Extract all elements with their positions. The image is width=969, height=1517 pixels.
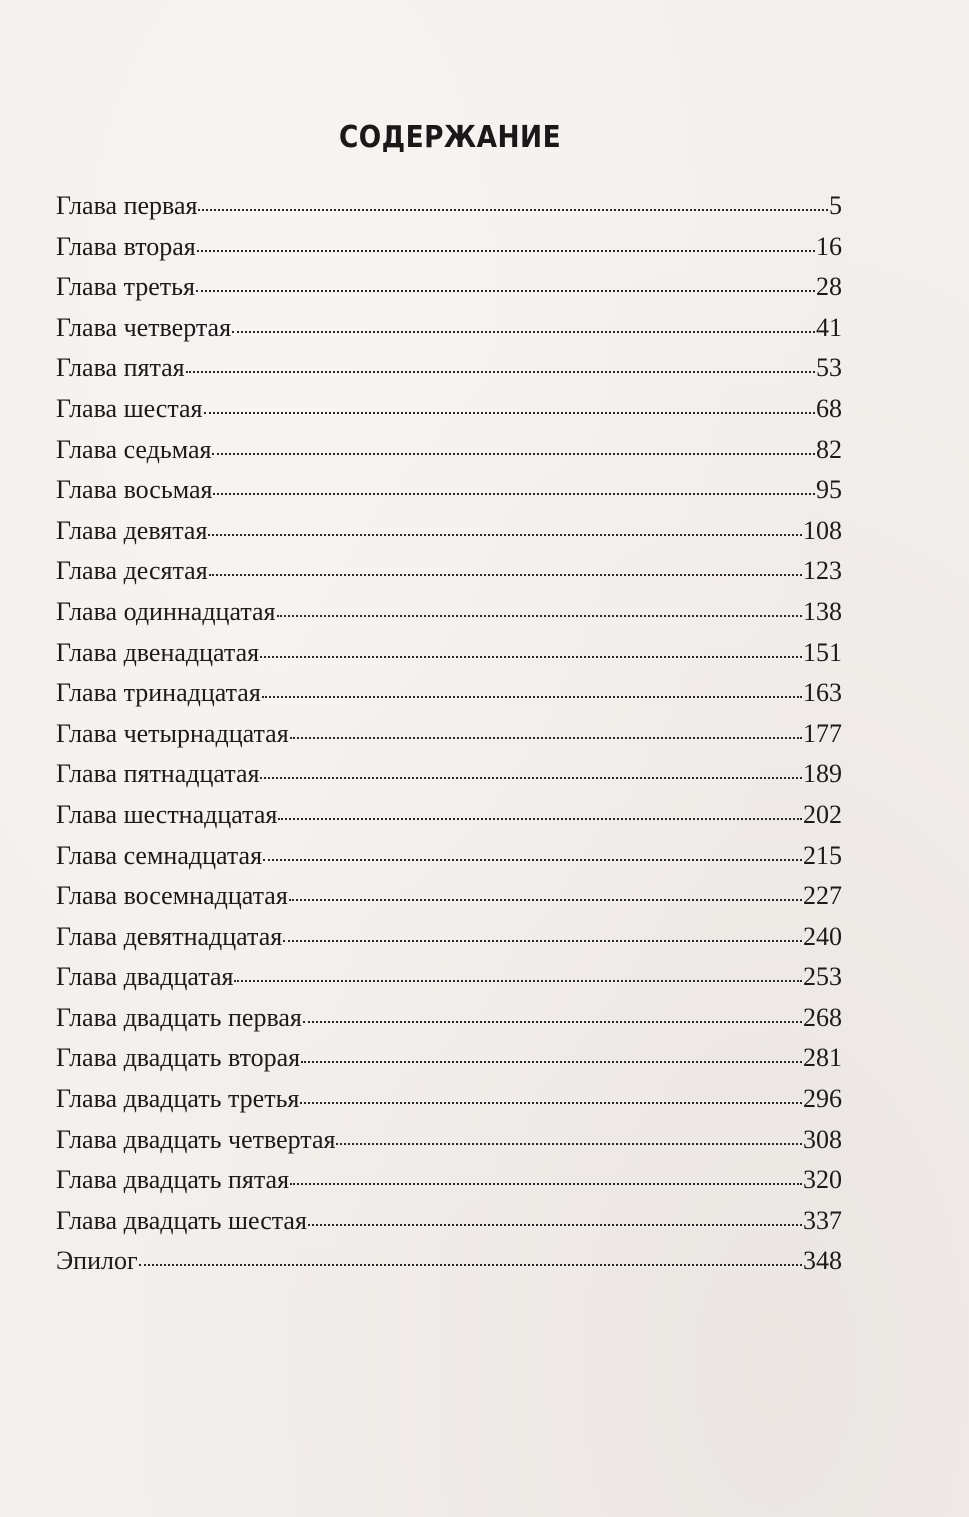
toc-entry-page-number: 123 — [803, 556, 842, 586]
toc-entry — [56, 551, 842, 592]
toc-entry — [56, 511, 842, 552]
toc-entry-label: Глава восьмая — [56, 475, 213, 505]
toc-entry — [56, 957, 842, 998]
toc-entry-page-number: 151 — [803, 637, 842, 667]
toc-entry — [56, 1201, 842, 1242]
toc-entry-page-number: 82 — [816, 434, 842, 464]
toc-entry-label: Глава одиннадцатая — [56, 596, 276, 626]
toc-entry-page-number: 28 — [816, 272, 842, 302]
toc-dot-leader — [198, 209, 828, 211]
toc-entry-page-number: 177 — [803, 718, 842, 748]
toc-entry — [56, 795, 842, 836]
toc-entry-label: Глава девятнадцатая — [56, 921, 283, 951]
toc-entry-page-number: 320 — [803, 1165, 842, 1195]
toc-dot-leader — [303, 1021, 802, 1023]
toc-entry-page-number: 308 — [803, 1124, 842, 1154]
toc-entry — [56, 876, 842, 917]
table-of-contents — [56, 186, 842, 1282]
toc-entry — [56, 633, 842, 674]
toc-entry-label: Глава десятая — [56, 556, 208, 586]
toc-entry-label: Глава тринадцатая — [56, 678, 261, 708]
toc-entry — [56, 348, 842, 389]
toc-dot-leader — [290, 1183, 802, 1185]
toc-entry-page-number: 215 — [803, 840, 842, 870]
toc-entry-page-number: 296 — [803, 1084, 842, 1114]
toc-entry-page-number: 16 — [816, 231, 842, 261]
toc-entry-page-number: 53 — [816, 353, 842, 383]
toc-entry-page-number: 240 — [803, 921, 842, 951]
toc-entry-label: Глава семнадцатая — [56, 840, 263, 870]
toc-entry-label: Глава седьмая — [56, 434, 212, 464]
toc-entry-label: Глава двенадцатая — [56, 637, 260, 667]
toc-entry-label: Глава девятая — [56, 515, 208, 545]
toc-dot-leader — [212, 453, 815, 455]
toc-entry-label: Глава четырнадцатая — [56, 718, 289, 748]
toc-entry-page-number: 95 — [816, 475, 842, 505]
toc-dot-leader — [301, 1061, 802, 1063]
toc-dot-leader — [204, 412, 816, 414]
toc-entry — [56, 1120, 842, 1161]
toc-entry-page-number: 227 — [803, 881, 842, 911]
toc-dot-leader — [213, 493, 815, 495]
toc-entry — [56, 836, 842, 877]
toc-entry-label: Глава первая — [56, 191, 198, 220]
toc-entry — [56, 470, 842, 511]
toc-entry-label: Глава третья — [56, 272, 195, 302]
toc-dot-leader — [234, 980, 802, 982]
toc-dot-leader — [139, 1264, 802, 1266]
toc-dot-leader — [278, 818, 802, 820]
toc-entry-page-number: 108 — [803, 515, 842, 545]
toc-entry — [56, 917, 842, 958]
toc-entry-label: Глава вторая — [56, 231, 196, 261]
toc-dot-leader — [208, 534, 802, 536]
toc-entry — [56, 1079, 842, 1120]
toc-dot-leader — [186, 371, 815, 373]
toc-dot-leader — [263, 859, 802, 861]
toc-entry-label: Глава двадцать вторая — [56, 1043, 301, 1073]
toc-dot-leader — [260, 777, 802, 779]
toc-dot-leader — [232, 331, 815, 333]
toc-entry — [56, 186, 842, 227]
toc-dot-leader — [209, 574, 802, 576]
toc-entry — [56, 227, 842, 268]
toc-entry — [56, 592, 842, 633]
toc-entry — [56, 1160, 842, 1201]
toc-entry-label: Глава двадцать шестая — [56, 1205, 307, 1235]
toc-entry — [56, 308, 842, 349]
toc-entry-label: Глава двадцать четвертая — [56, 1124, 336, 1154]
toc-entry-label: Глава пятая — [56, 353, 185, 383]
toc-dot-leader — [262, 696, 802, 698]
toc-entry-page-number: 41 — [816, 312, 842, 342]
toc-dot-leader — [197, 250, 815, 252]
toc-entry — [56, 998, 842, 1039]
toc-entry-label: Эпилог — [56, 1246, 138, 1276]
toc-entry — [56, 430, 842, 471]
toc-entry — [56, 754, 842, 795]
toc-entry-page-number: 5 — [829, 191, 842, 220]
toc-entry-page-number: 281 — [803, 1043, 842, 1073]
toc-entry-label: Глава двадцать третья — [56, 1084, 300, 1114]
toc-entry — [56, 267, 842, 308]
toc-entry-page-number: 68 — [816, 393, 842, 423]
toc-entry-label: Глава двадцать пятая — [56, 1165, 290, 1195]
toc-entry-label: Глава шестнадцатая — [56, 799, 278, 829]
toc-entry-label: Глава четвертая — [56, 312, 232, 342]
toc-entry-page-number: 189 — [803, 759, 842, 789]
toc-entry — [56, 1241, 842, 1282]
toc-entry-label: Глава восемнадцатая — [56, 881, 288, 911]
toc-entry-label: Глава двадцатая — [56, 962, 234, 992]
toc-dot-leader — [308, 1224, 802, 1226]
toc-entry — [56, 673, 842, 714]
toc-dot-leader — [260, 656, 802, 658]
toc-dot-leader — [277, 615, 802, 617]
toc-entry-page-number: 163 — [803, 678, 842, 708]
toc-entry-page-number: 253 — [803, 962, 842, 992]
toc-dot-leader — [336, 1143, 802, 1145]
toc-entry-label: Глава шестая — [56, 393, 203, 423]
toc-dot-leader — [300, 1102, 802, 1104]
toc-dot-leader — [290, 737, 802, 739]
toc-entry — [56, 1038, 842, 1079]
toc-entry — [56, 714, 842, 755]
toc-entry-page-number: 202 — [803, 799, 842, 829]
toc-entry-page-number: 337 — [803, 1205, 842, 1235]
page-title: СОДЕРЖАНИЕ — [338, 120, 562, 155]
toc-entry — [56, 389, 842, 430]
toc-entry-page-number: 348 — [803, 1246, 842, 1276]
toc-entry-label: Глава двадцать первая — [56, 1002, 302, 1032]
toc-entry-label: Глава пятнадцатая — [56, 759, 260, 789]
toc-dot-leader — [289, 899, 802, 901]
toc-dot-leader — [196, 290, 815, 292]
toc-entry-page-number: 268 — [803, 1002, 842, 1032]
toc-entry-page-number: 138 — [803, 596, 842, 626]
toc-dot-leader — [283, 940, 802, 942]
